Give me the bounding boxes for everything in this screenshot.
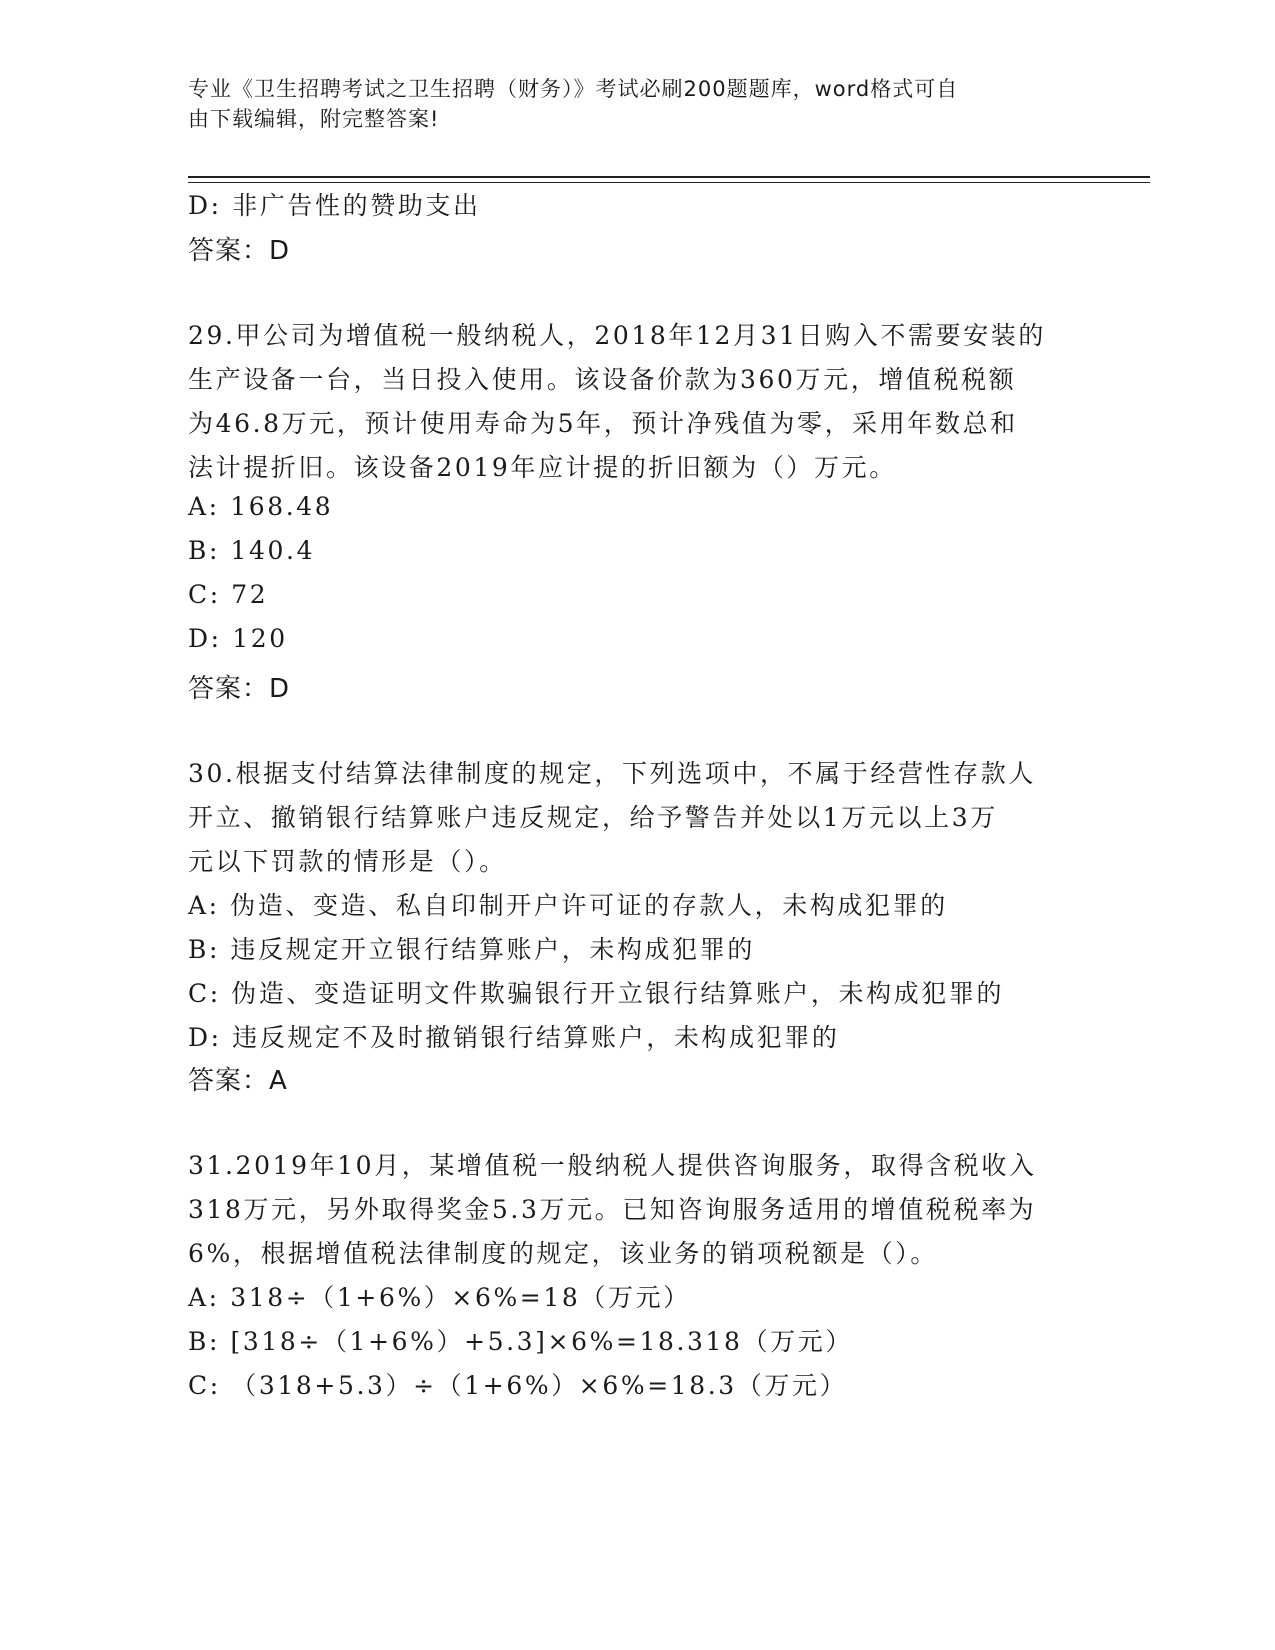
q31-stem-line-1: 31.2019年10月，某增值税一般纳税人提供咨询服务，取得含税收入 <box>188 1151 1037 1180</box>
q29-option-c: C: 72 <box>188 580 269 609</box>
q30-option-a: A: 伪造、变造、私自印制开户许可证的存款人，未构成犯罪的 <box>188 891 948 920</box>
q29-option-d: D: 120 <box>188 624 288 653</box>
header-divider-thin <box>188 182 1150 183</box>
q29-stem-line-3: 为46.8万元，预计使用寿命为5年，预计净残值为零，采用年数总和 <box>188 409 1018 438</box>
q29-stem-line-4: 法计提折旧。该设备2019年应计提的折旧额为（）万元。 <box>188 453 897 482</box>
q30-option-b: B: 违反规定开立银行结算账户，未构成犯罪的 <box>188 935 755 964</box>
document-header <box>188 74 1088 134</box>
q31-option-a: A: 318÷（1+6%）×6%=18（万元） <box>188 1283 691 1312</box>
q31-stem-line-2: 318万元，另外取得奖金5.3万元。已知咨询服务适用的增值税税率为 <box>188 1195 1037 1224</box>
q29-answer: 答案：D <box>188 674 291 704</box>
header-line-2: 由下载编辑，附完整答案! <box>188 107 440 131</box>
q29-stem-line-2: 生产设备一台，当日投入使用。该设备价款为360万元，增值税税额 <box>188 365 1017 394</box>
header-line-1: 专业《卫生招聘考试之卫生招聘（财务）》考试必刷200题题库，word格式可自 <box>188 77 959 101</box>
q30-option-c: C: 伪造、变造证明文件欺骗银行开立银行结算账户，未构成犯罪的 <box>188 979 1005 1008</box>
q29-option-b: B: 140.4 <box>188 536 316 565</box>
prev-answer: 答案：D <box>188 236 291 266</box>
q31-option-b: B: [318÷（1+6%）+5.3]×6%=18.318（万元） <box>188 1327 853 1356</box>
q30-stem-line-2: 开立、撤销银行结算账户违反规定，给予警告并处以1万元以上3万 <box>188 803 998 832</box>
q30-stem-line-3: 元以下罚款的情形是（）。 <box>188 847 507 876</box>
q29-option-a: A: 168.48 <box>188 492 334 521</box>
header-divider-thick <box>188 176 1150 178</box>
q29-stem-line-1: 29.甲公司为增值税一般纳税人，2018年12月31日购入不需要安装的 <box>188 321 1047 350</box>
q31-stem-line-3: 6%，根据增值税法律制度的规定，该业务的销项税额是（）。 <box>188 1239 938 1268</box>
q30-option-d: D: 违反规定不及时撤销银行结算账户，未构成犯罪的 <box>188 1023 840 1052</box>
q30-stem-line-1: 30.根据支付结算法律制度的规定，下列选项中，不属于经营性存款人 <box>188 759 1036 788</box>
q31-option-c: C: （318+5.3）÷（1+6%）×6%=18.3（万元） <box>188 1371 848 1400</box>
q30-answer: 答案：A <box>188 1066 288 1096</box>
prev-option-d: D: 非广告性的赞助支出 <box>188 191 481 220</box>
